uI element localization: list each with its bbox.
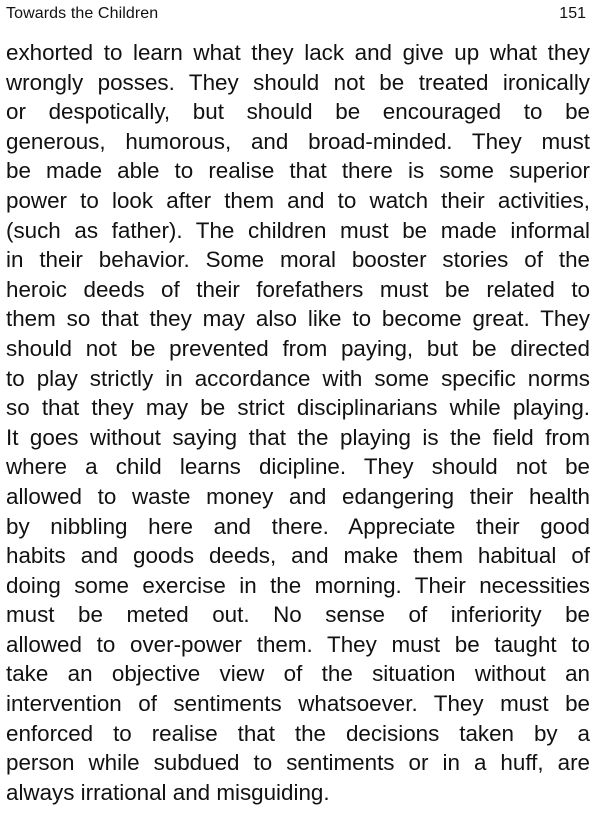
text-line: enforced to realise that the decisions taken by a <box>6 720 590 746</box>
text-line: them so that they may also like to become great. They <box>6 306 590 332</box>
text-line: to play strictly in accordance with some specific norms <box>6 365 590 391</box>
body-paragraph <box>6 38 590 807</box>
text-line: or despotically, but should be encouraged to be <box>6 99 590 125</box>
text-line: allowed to waste money and edangering their health <box>6 483 590 509</box>
text-line: generous, humorous, and broad-minded. They must <box>6 128 590 154</box>
text-line: intervention of sentiments whatsoever. They must be <box>6 691 590 717</box>
text-line: by nibbling here and there. Appreciate their good <box>6 513 590 539</box>
text-line: take an objective view of the situation without an <box>6 661 590 687</box>
text-line: habits and goods deeds, and make them habitual of <box>6 543 590 569</box>
text-line: be made able to realise that there is some superior <box>6 158 590 184</box>
text-line: in their behavior. Some moral booster stories of the <box>6 247 590 273</box>
text-line: doing some exercise in the morning. Their necessities <box>6 572 590 598</box>
text-line: so that they may be strict disciplinarians while playing. <box>6 395 590 421</box>
text-line: should not be prevented from paying, but be directed <box>6 335 590 361</box>
text-line: exhorted to learn what they lack and give up what they <box>6 40 590 65</box>
text-line: where a child learns dicipline. They should not be <box>6 454 590 480</box>
text-line: power to look after them and to watch their activities, <box>6 187 590 213</box>
text-line: It goes without saying that the playing is the field from <box>6 424 590 450</box>
text-line: always irrational and misguiding. <box>6 779 330 805</box>
page-number: 151 <box>559 5 586 22</box>
text-line: person while subdued to sentiments or in a huff, are <box>6 750 590 776</box>
text-line: heroic deeds of their forefathers must be related to <box>6 276 590 302</box>
running-title: Towards the Children <box>6 5 159 22</box>
text-line: allowed to over-power them. They must be taught to <box>6 631 590 657</box>
page-header <box>6 6 590 28</box>
text-line: wrongly posses. They should not be treated ironically <box>6 69 590 95</box>
text-line: must be meted out. No sense of inferiority be <box>6 602 590 628</box>
text-line: (such as father). The children must be made informal <box>6 217 590 243</box>
